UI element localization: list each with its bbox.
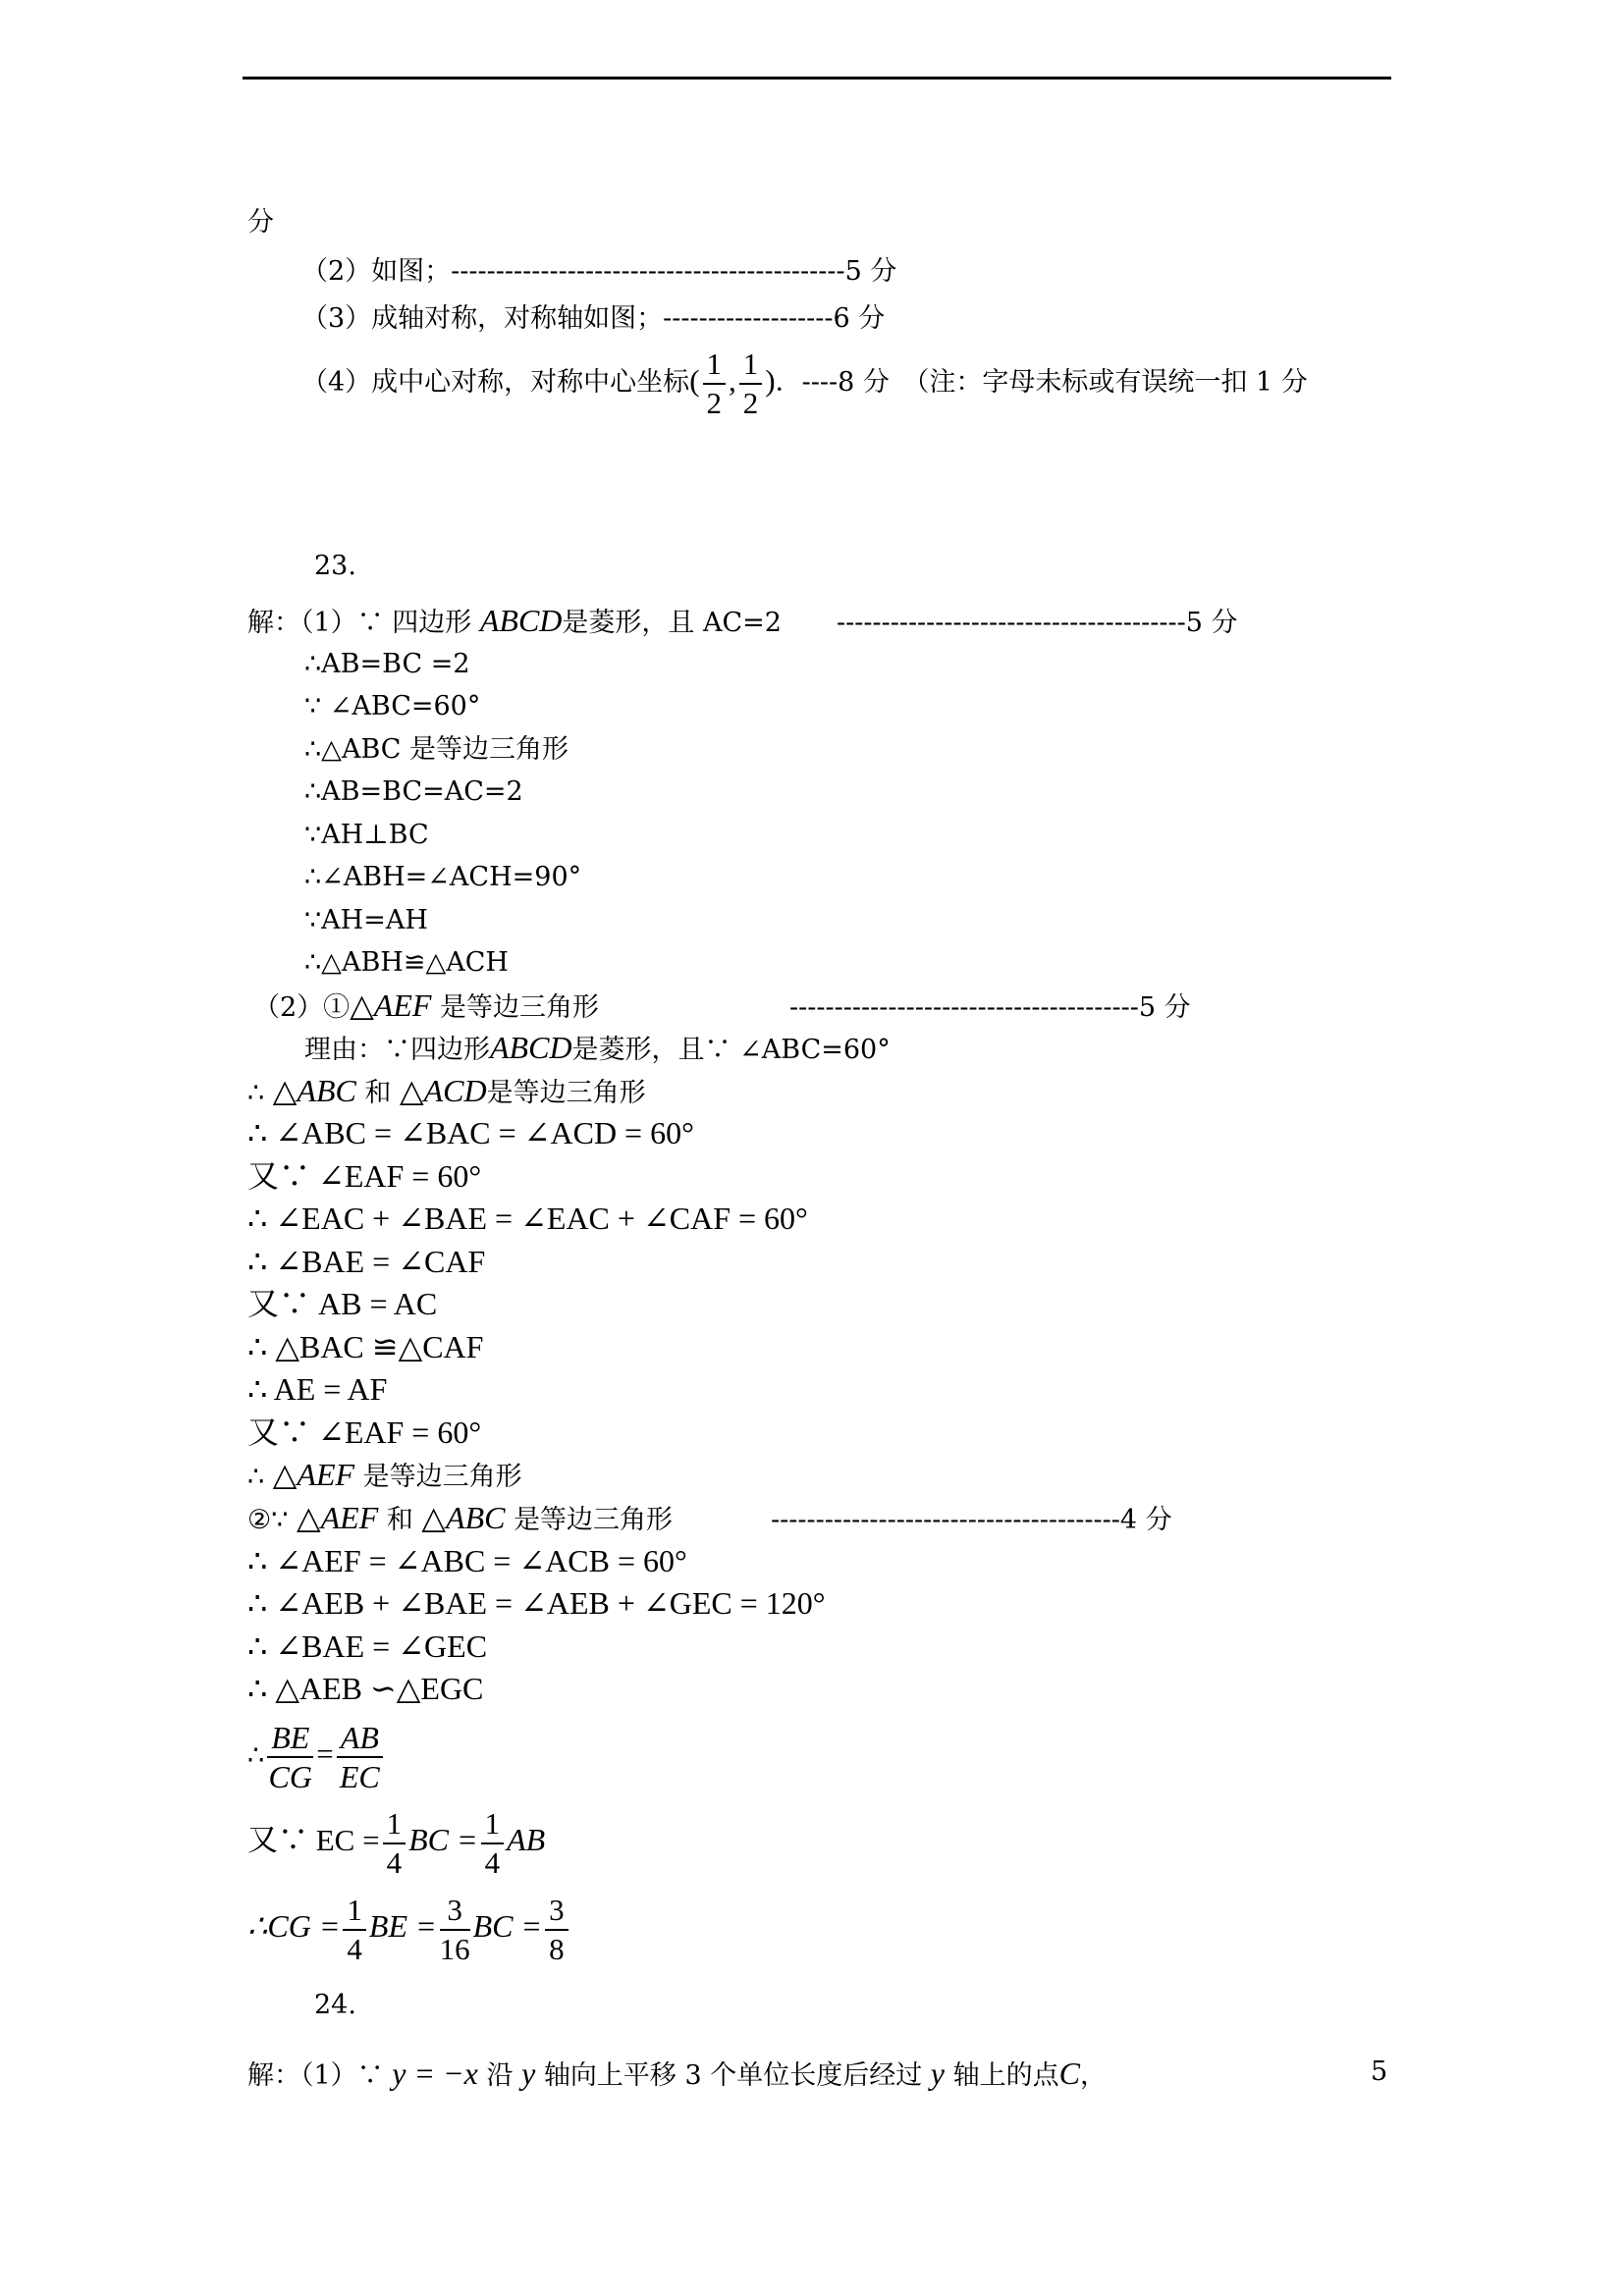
denominator: 4 <box>386 1844 403 1880</box>
numerator: 3 <box>440 1892 470 1931</box>
fraction-half <box>739 346 763 422</box>
text-segment: ∴ <box>247 1078 265 1108</box>
math-line: ∴ ∠EAC + ∠BAE = ∠EAC + ∠CAF = 60° <box>247 1201 808 1236</box>
math-line: ∴ ∠AEF = ∠ABC = ∠ACB = 60° <box>247 1543 687 1578</box>
ec-line <box>247 1798 545 1884</box>
text-segment: 和 <box>364 1078 392 1108</box>
text-segment: 是等边三角形 <box>486 1078 646 1108</box>
paren-open: ( <box>689 363 700 398</box>
text-line: ∴AB=BC =2 <box>304 649 470 679</box>
denominator: 16 <box>439 1931 470 1966</box>
math-line: ∴ △BAC ≌△CAF <box>247 1329 484 1364</box>
math-y: y = −x <box>392 2056 478 2091</box>
text-line: ∴∠ABH=∠ACH=90° <box>304 862 582 892</box>
text-line: （2）如图；--------------------------------------------5 分 <box>301 256 897 287</box>
text-line: 分 <box>247 207 274 238</box>
fraction-be-cg <box>267 1719 313 1795</box>
math-abcd: ABCD <box>490 1030 572 1065</box>
fraction-one-quarter <box>343 1892 366 1968</box>
ratio-line <box>247 1713 386 1797</box>
text-segment: 轴上的点 <box>952 2060 1059 2091</box>
text-segment: 是等边三角形 <box>440 992 600 1023</box>
text-segment: 是等边三角形 <box>362 1462 522 1492</box>
fraction-one-quarter <box>383 1805 406 1882</box>
comma: , <box>729 363 736 398</box>
text-line <box>253 988 1191 1025</box>
numerator: AB <box>337 1719 383 1758</box>
math-y: y <box>521 2056 536 2091</box>
math-line: ∴ ∠BAE = ∠GEC <box>247 1629 488 1664</box>
denominator: 2 <box>742 385 759 420</box>
math-abc: △ABC <box>272 1073 356 1108</box>
text-line: ∵AH=AH <box>304 905 428 935</box>
question-number: 24. <box>314 1990 356 2020</box>
denominator: 8 <box>549 1931 565 1966</box>
denominator: EC <box>339 1758 380 1794</box>
fraction-half <box>703 346 727 422</box>
text-segment: 解：（1）∵ 四边形 <box>247 608 472 638</box>
text-segment: ∴CG = <box>247 1908 341 1944</box>
header-rule <box>243 77 1391 80</box>
math-line: ∴ ∠BAE = ∠CAF <box>247 1244 486 1279</box>
text-line: ∴△ABH≌△ACH <box>304 947 509 978</box>
text-segment: ∴ <box>247 1462 265 1492</box>
numerator: 1 <box>383 1805 406 1844</box>
text-line <box>247 2056 1107 2093</box>
text-line <box>247 1501 1172 1537</box>
math-aef: △AEF <box>296 1500 379 1535</box>
text-segment: 又∵ EC = <box>247 1823 380 1857</box>
math-line: ∴ ∠AEB + ∠BAE = ∠AEB + ∠GEC = 120° <box>247 1585 826 1621</box>
numerator: 1 <box>703 346 727 385</box>
text-segment: （4）成中心对称，对称中心坐标 <box>301 367 690 398</box>
question-number: 23. <box>314 551 356 581</box>
math-line: ∴ AE = AF <box>247 1371 388 1407</box>
text-line <box>247 1074 646 1110</box>
text-segment: 是等边三角形 <box>514 1505 674 1535</box>
cg-line <box>247 1885 571 1970</box>
math-line: ∴ ∠ABC = ∠BAC = ∠ACD = 60° <box>247 1115 694 1150</box>
text-line: ∵ ∠ABC=60° <box>304 691 481 721</box>
text-segment: AB <box>507 1822 546 1857</box>
score-dashes: ---------------------------------------5 分 <box>789 992 1191 1023</box>
numerator: 1 <box>343 1892 366 1931</box>
denominator: CG <box>268 1758 312 1794</box>
numerator: 1 <box>739 346 763 385</box>
math-line: 又∵ ∠EAF = 60° <box>247 1158 482 1194</box>
text-line: ∴AB=BC=AC=2 <box>304 776 523 807</box>
text-line: ∵AH⊥BC <box>304 820 429 850</box>
score-dashes: ---------------------------------------5 分 <box>836 608 1238 638</box>
numerator: 3 <box>545 1892 568 1931</box>
text-segment: 解：（1）∵ <box>247 2060 384 2091</box>
fraction-three-sixteenths <box>440 1892 470 1968</box>
denominator: 4 <box>347 1931 362 1966</box>
text-segment: ， <box>1079 2060 1107 2091</box>
text-segment: BC = <box>472 1908 543 1944</box>
math-abcd: ABCD <box>479 603 563 638</box>
math-line: 又∵ AB = AC <box>247 1286 438 1321</box>
denominator: 2 <box>706 385 723 420</box>
text-segment: ②∵ <box>247 1505 289 1535</box>
math-abc: △ABC <box>421 1500 506 1535</box>
text-segment: BE = <box>368 1908 437 1944</box>
score-dashes: ---------------------------------------4 分 <box>771 1505 1172 1535</box>
text-line: ∴△ABC 是等边三角形 <box>304 734 569 765</box>
math-y: y <box>930 2056 945 2091</box>
math-aef: △AEF <box>350 988 432 1023</box>
text-segment: 轴向上平移 3 个单位长度后经过 <box>543 2060 923 2091</box>
text-segment: ．----8 分 （注：字母未标或有误统一扣 1 分 <box>775 367 1308 398</box>
fraction-one-quarter <box>481 1805 505 1882</box>
text-segment: 是菱形，且∵ ∠ABC=60° <box>571 1035 891 1065</box>
text-segment: 理由：∵四边形 <box>304 1035 490 1065</box>
text-segment: 是菱形，且 AC=2 <box>562 608 782 638</box>
text-segment: （2）① <box>253 992 351 1023</box>
math-line: ∴ △AEB ∽△EGC <box>247 1671 484 1706</box>
text-line <box>304 1031 891 1067</box>
text-segment: 和 <box>386 1505 413 1535</box>
text-line-center-symmetry <box>301 342 1308 422</box>
fraction-three-eighths <box>545 1892 568 1968</box>
text-line <box>247 604 1238 640</box>
math-aef: △AEF <box>272 1457 355 1492</box>
math-acd: △ACD <box>400 1073 487 1108</box>
paren-close: ) <box>765 363 776 398</box>
math-line: 又∵ ∠EAF = 60° <box>247 1415 482 1450</box>
numerator: BE <box>267 1719 313 1758</box>
text-line <box>247 1458 522 1494</box>
text-segment: ∴ <box>247 1740 265 1771</box>
numerator: 1 <box>481 1805 505 1844</box>
equals: = <box>316 1736 334 1771</box>
page-number: 5 <box>1371 2056 1388 2087</box>
text-segment: BC = <box>408 1822 478 1857</box>
math-c: C <box>1058 2056 1080 2091</box>
denominator: 4 <box>484 1844 501 1880</box>
text-line: （3）成轴对称，对称轴如图；-------------------6 分 <box>301 303 886 334</box>
text-segment: 沿 <box>486 2060 514 2091</box>
fraction-ab-ec <box>337 1719 383 1795</box>
